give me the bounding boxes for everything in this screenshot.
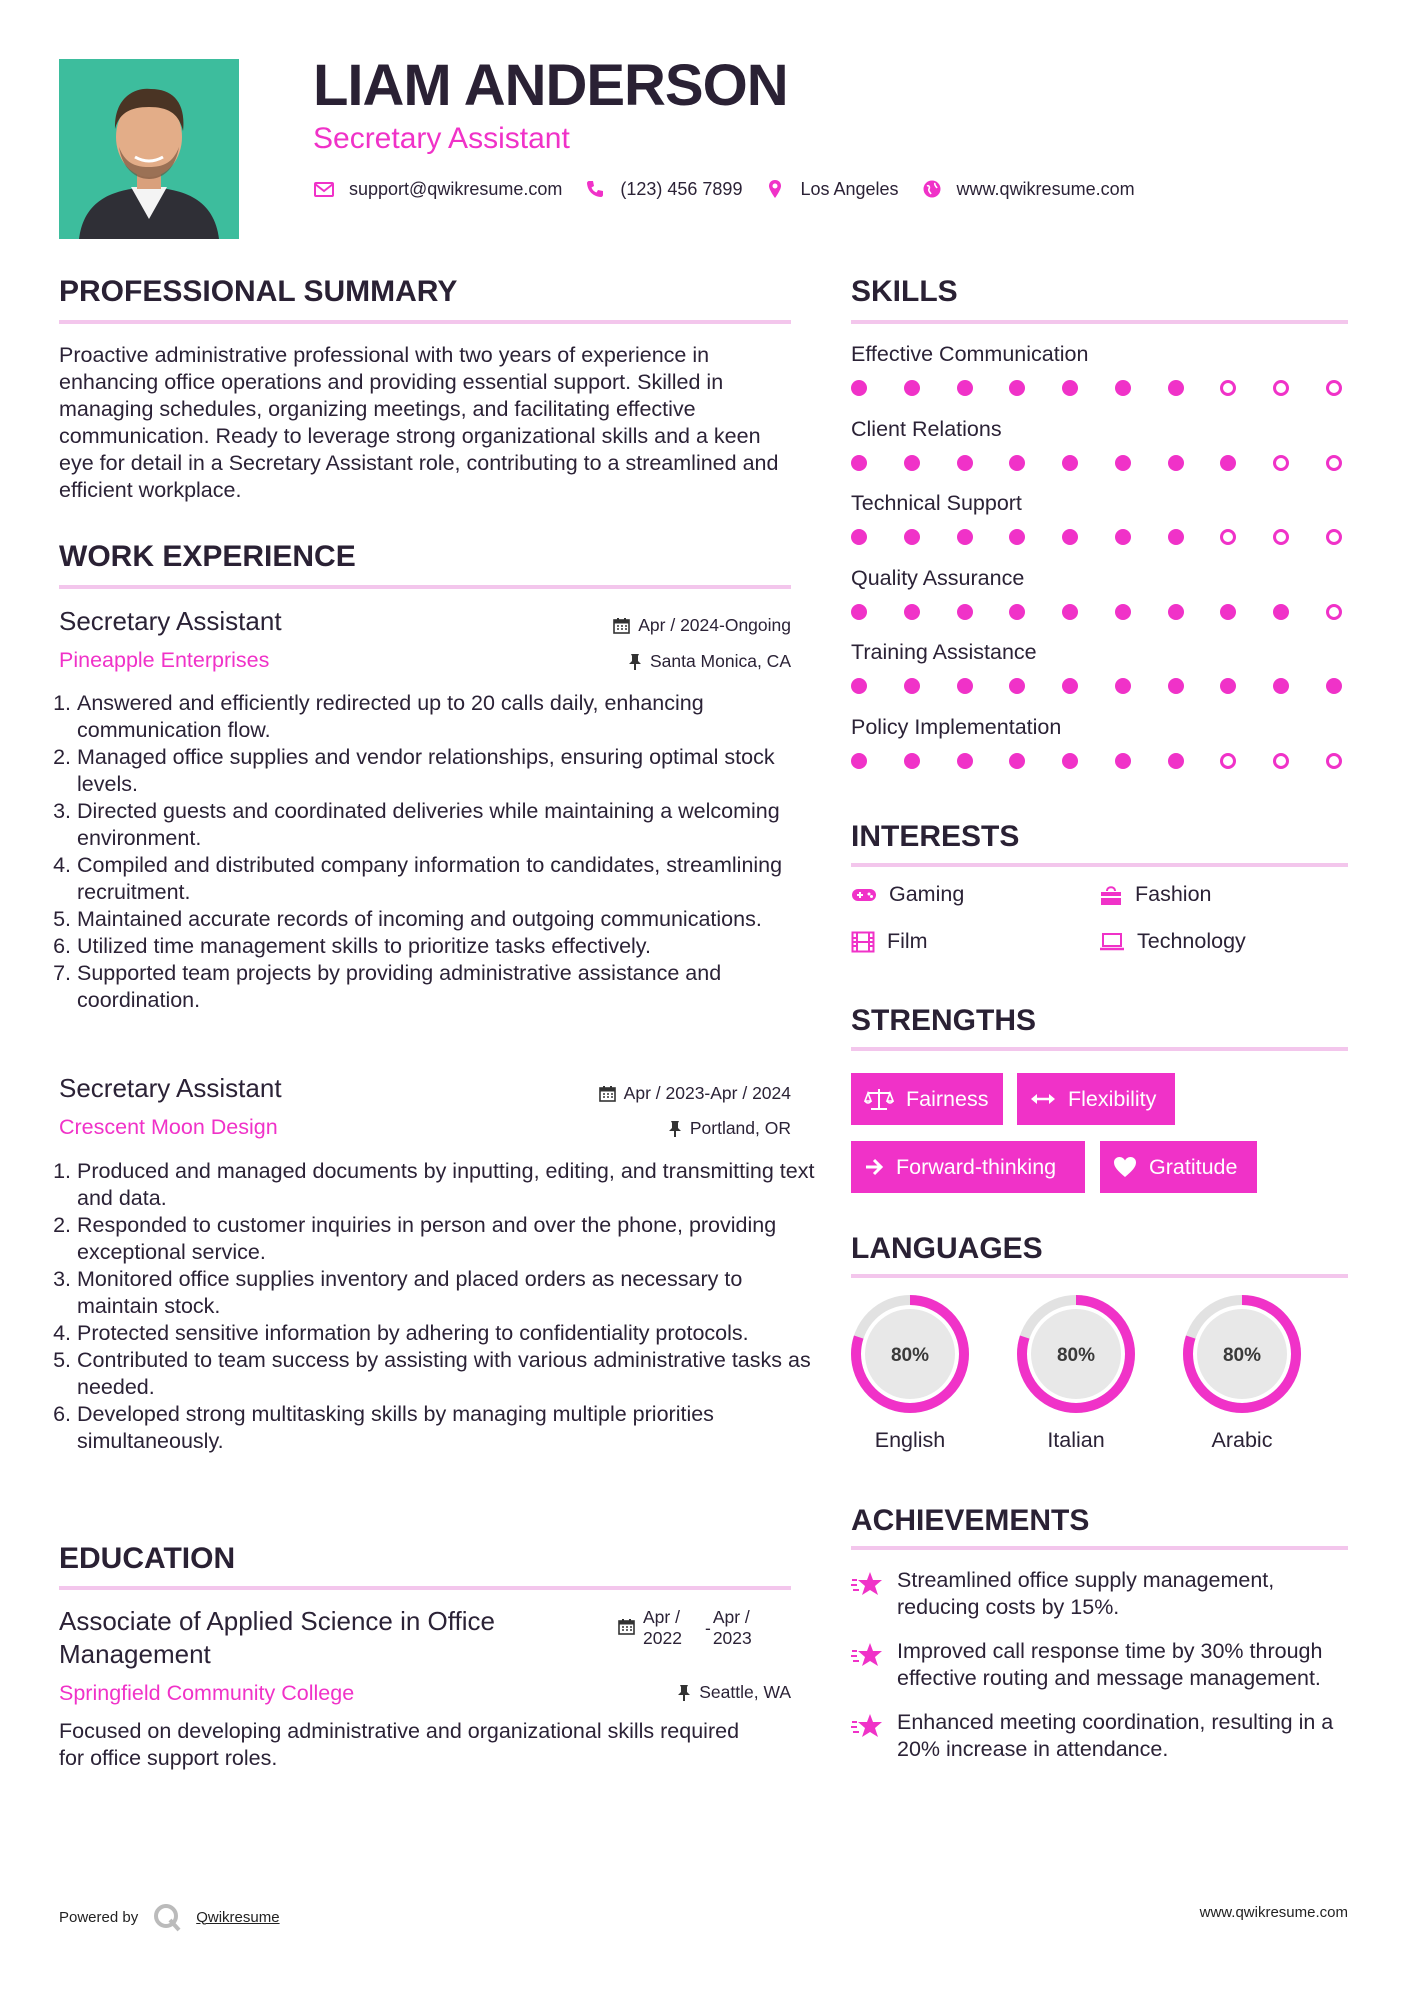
rating-dot-filled: [1115, 678, 1131, 694]
footer-website[interactable]: www.qwikresume.com: [1199, 1904, 1348, 1921]
degree-title: Associate of Applied Science in Office Management: [59, 1606, 495, 1669]
rating-dot-filled: [957, 529, 973, 545]
education-location: [677, 1682, 791, 1703]
email-text: support@qwikresume.com: [349, 178, 563, 199]
experience-divider: [59, 585, 791, 589]
interests-heading: INTERESTS: [851, 820, 1020, 853]
job-location-text: Santa Monica, CA: [649, 651, 791, 671]
languages-row: [849, 1293, 1273, 1463]
job-company: Crescent Moon Design: [59, 1115, 278, 1139]
contact-bar: [313, 178, 1157, 200]
list-item: 6. Utilized time management skills to prioritize tasks effectively.: [77, 933, 817, 960]
contact-email[interactable]: [313, 178, 562, 200]
globe-icon: [921, 178, 943, 200]
calendar-icon: [618, 1618, 635, 1635]
rating-dot-empty: [1273, 529, 1289, 545]
interest-label: Fashion: [1135, 882, 1212, 906]
skill-name: Policy Implementation: [851, 714, 1062, 739]
language-name: Italian: [1047, 1428, 1105, 1452]
rating-dot-filled: [851, 529, 867, 545]
strength-label: Flexibility: [1068, 1086, 1157, 1111]
rating-dot-filled: [904, 380, 920, 396]
education-heading: EDUCATION: [59, 1542, 236, 1575]
language-percent: 80%: [1222, 1345, 1262, 1366]
website-text: www.qwikresume.com: [956, 178, 1135, 199]
map-pin-icon: [764, 178, 786, 200]
contact-location: [764, 178, 898, 200]
skills-divider: [851, 320, 1348, 324]
strength-forward-thinking: [851, 1141, 1085, 1193]
experience-heading: WORK EXPERIENCE: [59, 540, 356, 573]
achievement-item: [851, 1567, 1351, 1621]
location-text: Los Angeles: [800, 178, 899, 199]
rating-dot-filled: [904, 455, 920, 471]
skill-row: [851, 491, 1351, 566]
language-item: [1015, 1293, 1137, 1453]
language-name: English: [874, 1428, 946, 1452]
list-item: 3. Directed guests and coordinated deliveries while maintaining a welcoming environment.: [77, 798, 817, 852]
list-item: 3. Monitored office supplies inventory and placed orders as necessary to maintain stock.: [77, 1266, 817, 1320]
skill-rating: [851, 678, 1342, 694]
language-ring: [1015, 1293, 1137, 1415]
rating-dot-filled: [851, 678, 867, 694]
skill-row: [851, 640, 1351, 715]
shopping-bag-icon: [1099, 883, 1123, 907]
rating-dot-empty: [1220, 753, 1236, 769]
rating-dot-filled: [904, 753, 920, 769]
film-icon: [851, 931, 875, 953]
star-icon: [851, 1642, 883, 1668]
achievements-heading: ACHIEVEMENTS: [851, 1504, 1090, 1537]
pushpin-icon: [677, 1684, 691, 1701]
achievements-divider: [851, 1546, 1348, 1550]
rating-dot-filled: [904, 529, 920, 545]
phone-icon: [584, 178, 606, 200]
skill-row: [851, 566, 1351, 641]
rating-dot-filled: [957, 455, 973, 471]
achievement-item: [851, 1709, 1351, 1763]
education-description: Focused on developing administrative and organizational skills required for office support roles.: [59, 1719, 740, 1770]
gamepad-icon: [851, 886, 877, 904]
skill-rating: [851, 529, 1342, 545]
job-bullets: [59, 690, 817, 1014]
rating-dot-filled: [1009, 529, 1025, 545]
job-location: [668, 1118, 791, 1139]
language-percent: 80%: [1056, 1345, 1096, 1366]
rating-dot-filled: [1062, 604, 1078, 620]
candidate-title: Secretary Assistant: [313, 122, 570, 155]
job-location-text: Portland, OR: [689, 1118, 791, 1138]
summary-divider: [59, 320, 791, 324]
pushpin-icon: [628, 653, 642, 670]
rating-dot-filled: [957, 753, 973, 769]
language-item: [1181, 1293, 1303, 1453]
language-ring: [849, 1293, 971, 1415]
skill-name: Effective Communication: [851, 342, 1089, 366]
laptop-icon: [1099, 932, 1125, 952]
achievements-list: [851, 1567, 1351, 1780]
candidate-name: LIAM ANDERSON: [313, 53, 788, 118]
rating-dot-filled: [1220, 604, 1236, 620]
skills-list: [851, 342, 1351, 789]
skill-rating: [851, 604, 1342, 620]
language-ring: [1181, 1293, 1303, 1415]
rating-dot-filled: [1009, 380, 1025, 396]
list-item: 1. Produced and managed documents by inputting, editing, and transmitting text and data.: [77, 1158, 817, 1212]
rating-dot-filled: [1168, 604, 1184, 620]
rating-dot-filled: [1062, 753, 1078, 769]
rating-dot-filled: [957, 678, 973, 694]
star-icon: [851, 1571, 883, 1597]
rating-dot-empty: [1326, 753, 1342, 769]
pushpin-icon: [668, 1120, 682, 1137]
skill-rating: [851, 455, 1342, 471]
rating-dot-filled: [1115, 455, 1131, 471]
education-dates: [618, 1607, 761, 1649]
strength-label: Forward-thinking: [896, 1154, 1057, 1179]
rating-dot-filled: [1009, 455, 1025, 471]
rating-dot-filled: [1326, 678, 1342, 694]
rating-dot-filled: [1115, 380, 1131, 396]
calendar-icon: [613, 617, 630, 634]
education-start: Apr / 2022: [643, 1607, 682, 1648]
strength-label: Gratitude: [1149, 1154, 1238, 1179]
powered-by-text: Powered by: [59, 1908, 139, 1926]
list-item: 2. Managed office supplies and vendor relationships, ensuring optimal stock levels.: [77, 744, 817, 798]
languages-divider: [851, 1274, 1348, 1278]
interest-fashion: [1099, 882, 1212, 907]
profile-photo: [59, 59, 239, 239]
rating-dot-filled: [1168, 753, 1184, 769]
rating-dot-filled: [1273, 678, 1289, 694]
list-item: 7. Supported team projects by providing administrative assistance and coordination.: [77, 960, 817, 1014]
strengths-divider: [851, 1047, 1348, 1051]
education-divider: [59, 1586, 791, 1590]
footer-powered: [59, 1902, 280, 1932]
languages-heading: LANGUAGES: [851, 1232, 1043, 1265]
rating-dot-filled: [851, 455, 867, 471]
skill-rating: [851, 753, 1342, 769]
rating-dot-filled: [1009, 753, 1025, 769]
envelope-icon: [313, 178, 335, 200]
rating-dot-filled: [851, 380, 867, 396]
skill-name: Client Relations: [851, 416, 1002, 441]
job-dates-text: Apr / 2023-Apr / 2024: [623, 1083, 791, 1103]
job-dates: [613, 615, 791, 636]
job-company: Pineapple Enterprises: [59, 648, 270, 672]
arrow-right-icon: [864, 1157, 884, 1177]
rating-dot-filled: [1062, 678, 1078, 694]
rating-dot-filled: [904, 604, 920, 620]
education-dash: -: [705, 1618, 711, 1638]
rating-dot-filled: [851, 753, 867, 769]
rating-dot-filled: [1009, 678, 1025, 694]
heart-icon: [1113, 1156, 1137, 1178]
rating-dot-empty: [1326, 380, 1342, 396]
rating-dot-empty: [1273, 753, 1289, 769]
language-percent: 80%: [890, 1345, 930, 1366]
achievement-text: Enhanced meeting coordination, resulting in a 20% increase in attendance.: [897, 1710, 1334, 1761]
strengths-heading: STRENGTHS: [851, 1004, 1037, 1037]
strength-label: Fairness: [906, 1086, 989, 1111]
language-item: [849, 1293, 971, 1453]
rating-dot-empty: [1273, 455, 1289, 471]
interests-divider: [851, 863, 1348, 867]
brand-link[interactable]: Qwikresume: [196, 1908, 280, 1926]
achievement-text: Streamlined office supply management, reducing costs by 15%.: [897, 1568, 1275, 1619]
skill-name: Technical Support: [851, 491, 1022, 515]
balance-scale-icon: [864, 1087, 894, 1111]
rating-dot-filled: [1168, 455, 1184, 471]
interest-label: Technology: [1137, 929, 1246, 953]
star-icon: [851, 1713, 883, 1739]
strength-flexibility: [1017, 1073, 1175, 1125]
job-location: [628, 651, 791, 672]
list-item: 4. Protected sensitive information by adhering to confidentiality protocols.: [77, 1320, 817, 1347]
interest-label: Gaming: [889, 882, 965, 906]
strength-fairness: [851, 1073, 1003, 1125]
list-item: 2. Responded to customer inquiries in person and over the phone, providing exceptional service.: [77, 1212, 817, 1266]
language-name: Arabic: [1211, 1428, 1273, 1452]
rating-dot-filled: [1009, 604, 1025, 620]
list-item: 5. Contributed to team success by assisting with various administrative tasks as needed.: [77, 1347, 817, 1401]
rating-dot-empty: [1220, 529, 1236, 545]
contact-website[interactable]: [921, 178, 1135, 200]
rating-dot-filled: [1062, 380, 1078, 396]
summary-text: Proactive administrative professional with two years of experience in enhancing office operations and providing essential support. Skilled in managing schedules, organizing meetings, and facilitating effective communication. Ready to leverage strong organizational skills and a keen eye for detail in a Secretary Assistant role, contributing to a streamlined and efficient workplace.: [59, 343, 779, 502]
contact-phone[interactable]: [584, 178, 742, 200]
rating-dot-filled: [1168, 529, 1184, 545]
rating-dot-filled: [1062, 529, 1078, 545]
arrows-horizontal-icon: [1030, 1091, 1056, 1107]
job-dates-text: Apr / 2024-Ongoing: [638, 615, 791, 635]
rating-dot-filled: [1115, 604, 1131, 620]
phone-text: (123) 456 7899: [620, 178, 743, 199]
rating-dot-empty: [1273, 380, 1289, 396]
achievement-item: [851, 1638, 1351, 1692]
skill-rating: [851, 380, 1342, 396]
calendar-icon: [599, 1085, 616, 1102]
rating-dot-empty: [1220, 380, 1236, 396]
rating-dot-filled: [957, 604, 973, 620]
rating-dot-filled: [851, 604, 867, 620]
summary-heading: PROFESSIONAL SUMMARY: [59, 275, 458, 308]
achievement-text: Improved call response time by 30% through effective routing and message management.: [897, 1639, 1323, 1690]
interest-technology: [1099, 929, 1246, 954]
skill-name: Quality Assurance: [851, 565, 1025, 590]
rating-dot-filled: [1273, 604, 1289, 620]
rating-dot-empty: [1326, 455, 1342, 471]
rating-dot-empty: [1326, 604, 1342, 620]
list-item: 6. Developed strong multitasking skills by managing multiple priorities simultaneously.: [77, 1401, 817, 1455]
skills-heading: SKILLS: [851, 275, 958, 308]
skill-row: [851, 417, 1351, 492]
rating-dot-filled: [904, 678, 920, 694]
rating-dot-filled: [1220, 455, 1236, 471]
skill-row: [851, 342, 1351, 417]
skill-row: [851, 715, 1351, 790]
job-title: Secretary Assistant: [59, 1073, 282, 1103]
job-title: Secretary Assistant: [59, 606, 282, 636]
school-name: Springfield Community College: [59, 1681, 355, 1705]
skill-name: Training Assistance: [851, 640, 1037, 664]
rating-dot-filled: [1220, 678, 1236, 694]
interest-film: [851, 929, 928, 954]
list-item: 5. Maintained accurate records of incoming and outgoing communications.: [77, 906, 817, 933]
list-item: 4. Compiled and distributed company information to candidates, streamlining recruitment.: [77, 852, 817, 906]
education-location-text: Seattle, WA: [699, 1682, 791, 1702]
rating-dot-empty: [1326, 529, 1342, 545]
rating-dot-filled: [1062, 455, 1078, 471]
rating-dot-filled: [1115, 529, 1131, 545]
strength-gratitude: [1100, 1141, 1257, 1193]
education-end: Apr / 2023: [712, 1607, 752, 1648]
job-dates: [599, 1083, 791, 1104]
qwikresume-logo-icon: [152, 1902, 182, 1932]
list-item: 1. Answered and efficiently redirected up to 20 calls daily, enhancing communication flow.: [77, 690, 817, 744]
rating-dot-filled: [1168, 380, 1184, 396]
rating-dot-filled: [1115, 753, 1131, 769]
interest-label: Film: [887, 929, 928, 953]
rating-dot-filled: [957, 380, 973, 396]
job-bullets: [59, 1158, 817, 1455]
interest-gaming: [851, 882, 964, 907]
rating-dot-filled: [1168, 678, 1184, 694]
